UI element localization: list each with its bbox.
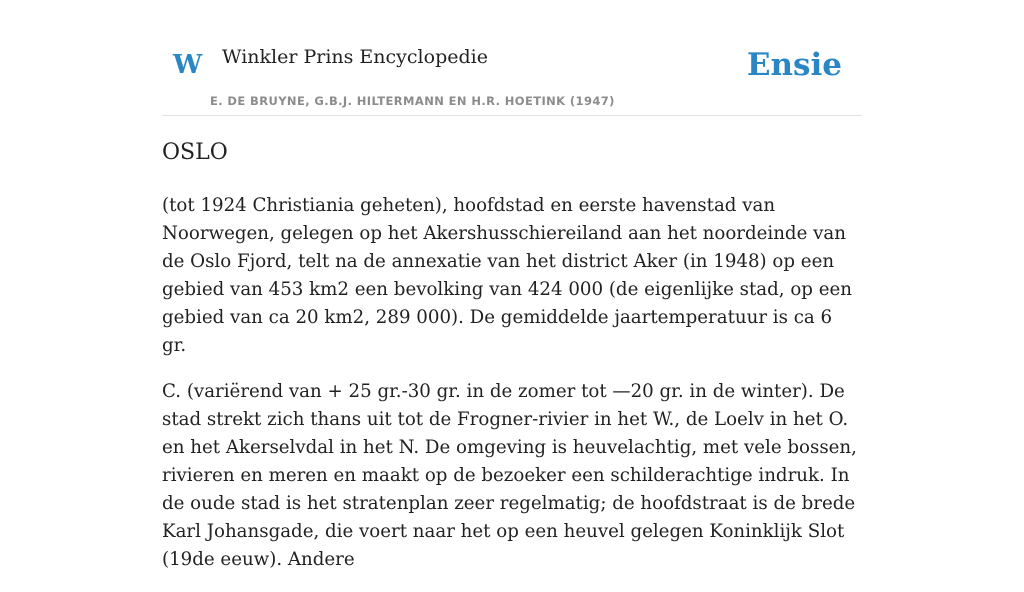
publication-authors: E. DE BRUYNE, G.B.J. HILTERMANN EN H.R. HOETINK (1947) [210,94,615,108]
publication-title[interactable]: Winkler Prins Encyclopedie [222,46,488,68]
article-paragraph: (tot 1924 Christiania geheten), hoofdstad en eerste havenstad van Noorwegen, gelegen op het Akershusschiereiland aan het noordeinde van de Oslo Fjord, telt na de annexatie van het district Aker (in 1948) op een gebied van 453 km2 een bevolking van 424 000 (de eigenlijke stad, op een gebied van ca 20 km2, 289 000). De gemiddelde jaartemperatuur is ca 6 gr. [162,195,852,356]
content-container [162,0,862,570]
article-paragraph: C. (variërend van + 25 gr.-30 gr. in de zomer tot —20 gr. in de winter). De stad strekt zich thans uit tot de Frogner-rivier in het W., de Loelv in het O. en het Akerselvdal in het N. De omgeving is heuvelachtig, met vele bossen, rivieren en meren en maakt op de bezoeker een schilderachtige indruk. In de oude stad is het stratenplan zeer regelmatig; de hoofdstraat is de brede Karl Johansgade, die voert naar het op een heuvel gelegen Koninklijk Slot (19de eeuw). Andere [162,381,857,570]
article-title: OSLO [162,140,228,165]
brand-logo-link[interactable]: Ensie [746,47,842,83]
article-body [162,192,862,592]
publication-header [162,0,862,116]
publication-logo-icon: W [173,50,203,80]
